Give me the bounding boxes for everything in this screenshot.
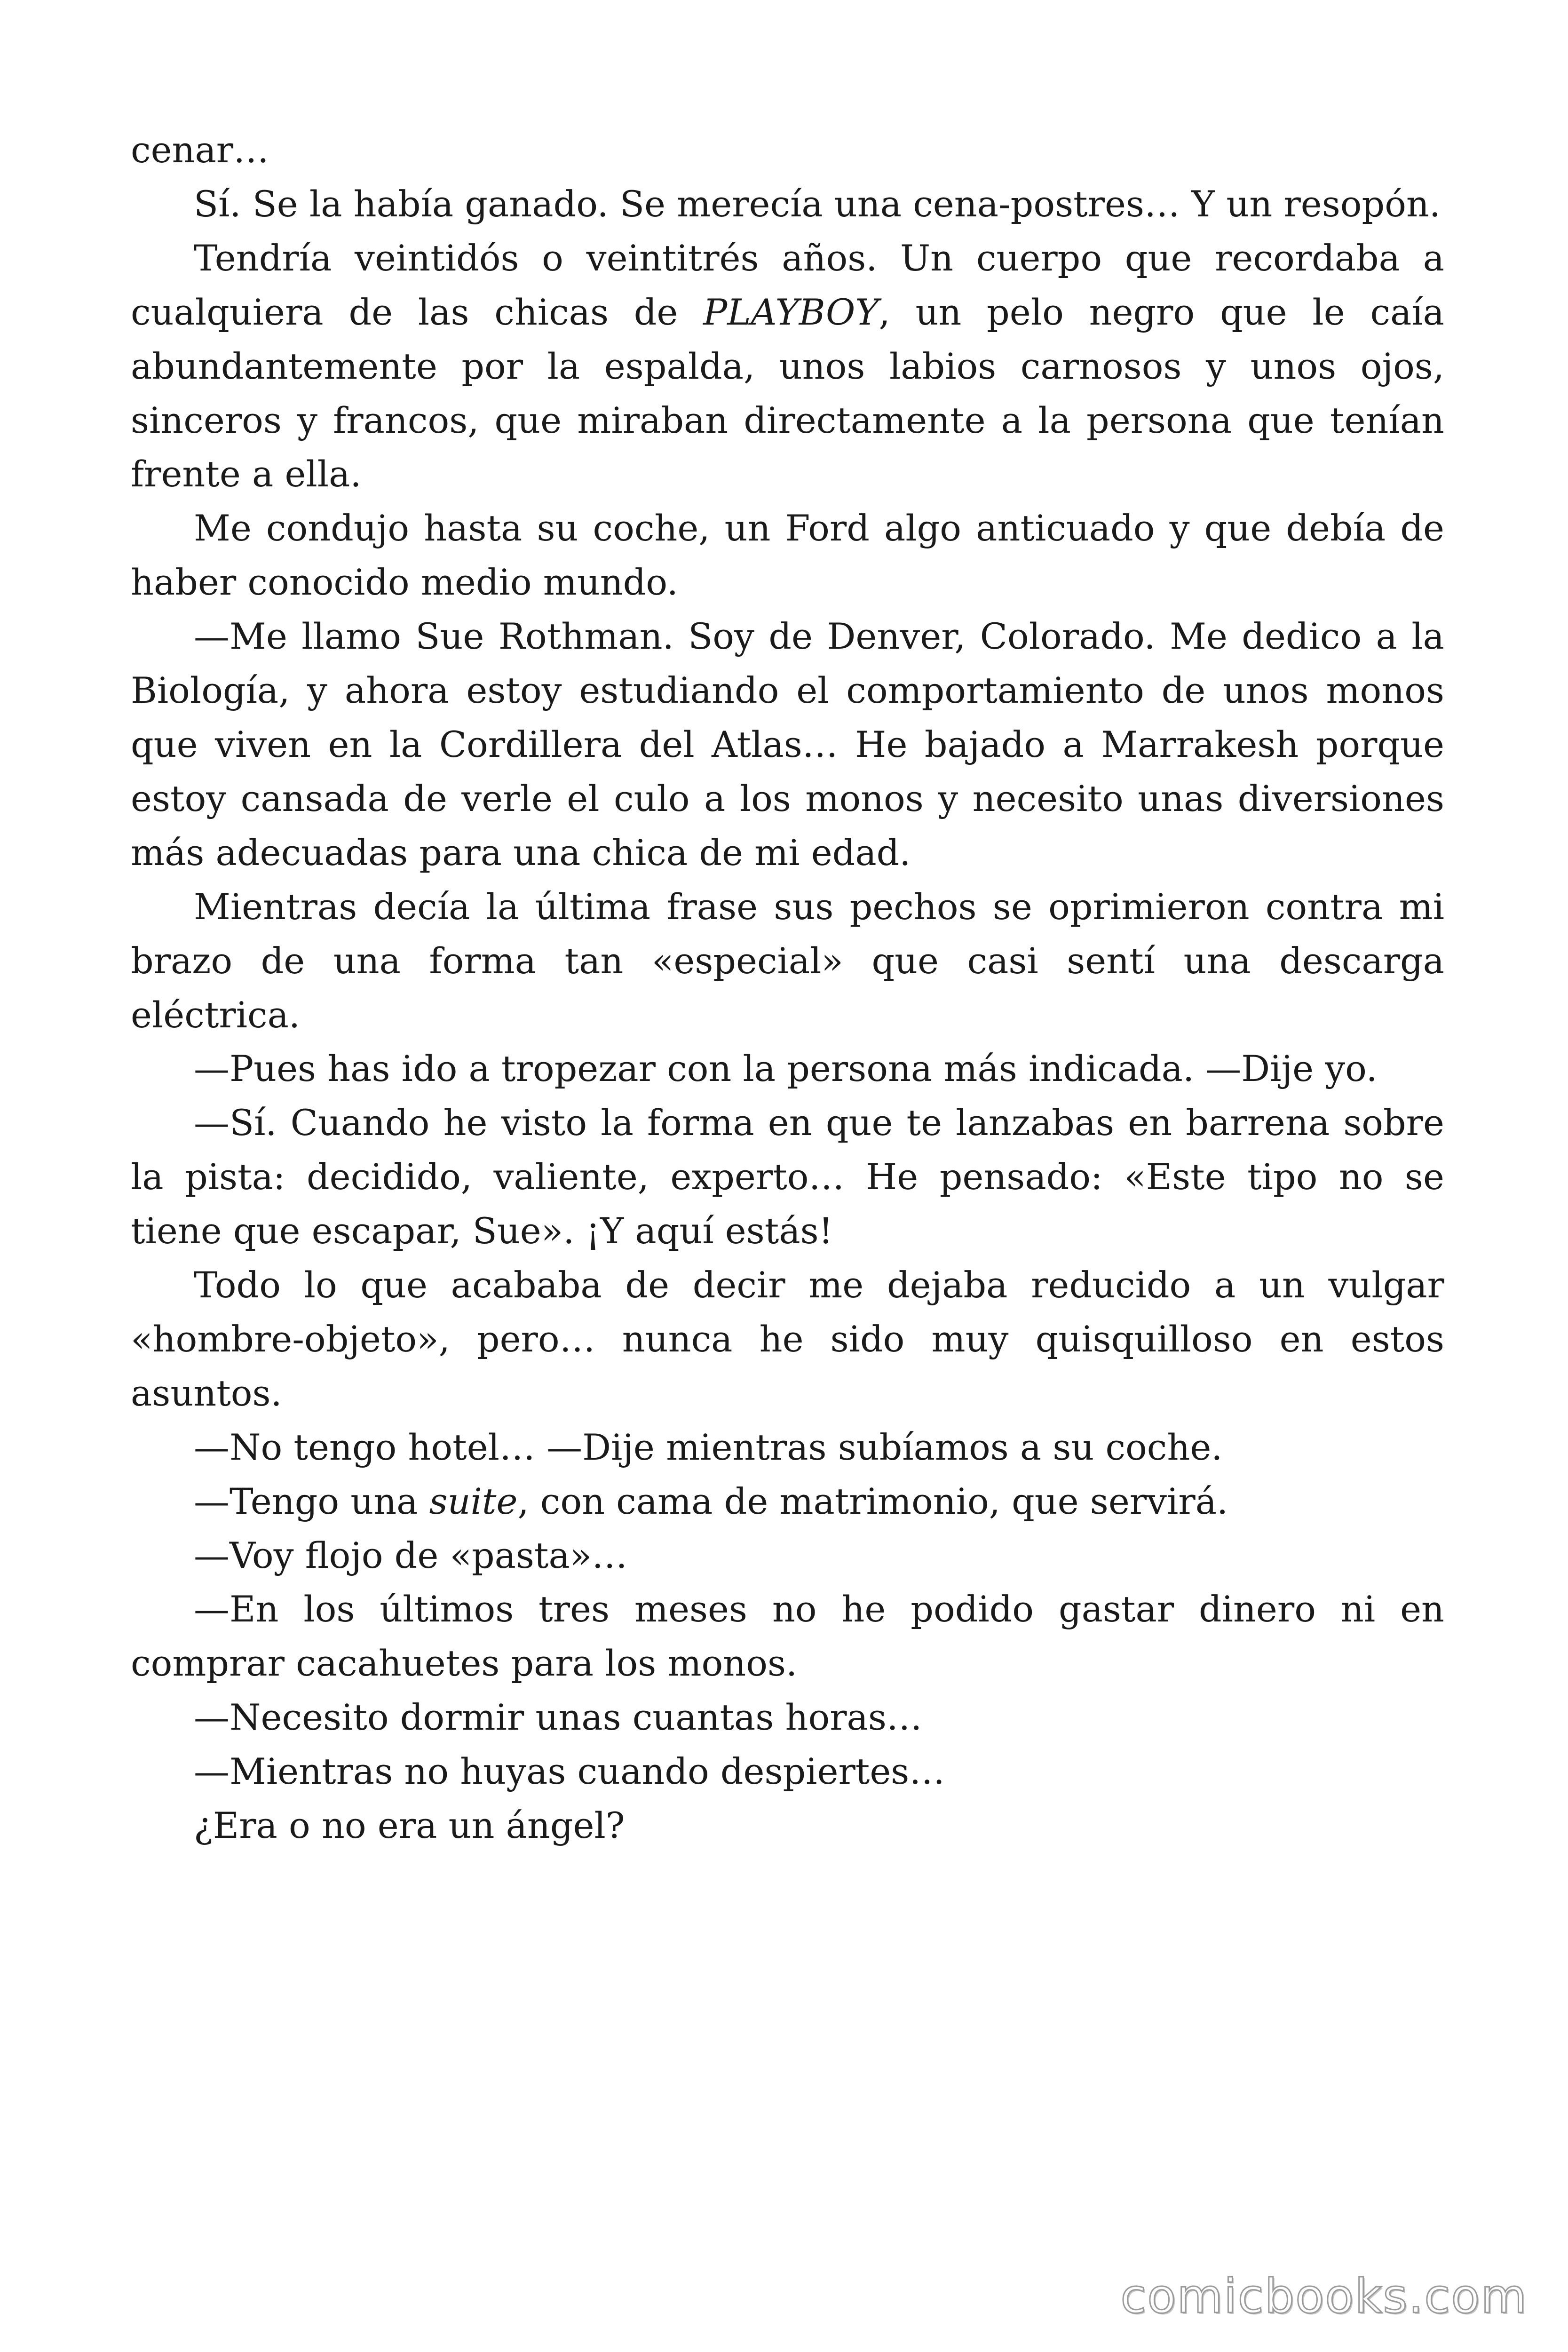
- paragraph: —Mientras no huyas cuando despiertes…: [194, 1750, 945, 1793]
- paragraph: —Voy flojo de «pasta»…: [194, 1534, 628, 1576]
- italic-word: suite: [429, 1480, 518, 1522]
- paragraph: —Necesito dormir unas cuantas horas…: [194, 1696, 922, 1739]
- paragraph: ¿Era o no era un ángel?: [194, 1804, 625, 1847]
- watermark: comicbooks.com: [1120, 2269, 1528, 2324]
- paragraph-text: , con cama de matrimonio, que servirá.: [517, 1480, 1228, 1522]
- paragraph: Todo lo que acababa de decir me dejaba reducido a un vulgar «hombre-objeto», pero… nunca he sido muy quisquilloso en estos asuntos.: [131, 1264, 1444, 1414]
- paragraph: —Sí. Cuando he visto la forma en que te lanzabas en barrena sobre la pista: decidido, valiente, experto… He pensado: «Este tipo no se tiene que escapar, Sue». ¡Y aquí estás!: [131, 1102, 1444, 1252]
- paragraph: [131, 231, 1444, 502]
- paragraph-text: Tendría veintidós o veintitrés años. Un cuerpo que recordaba a cualquiera de las chicas de: [131, 237, 1444, 333]
- paragraph: Sí. Se la había ganado. Se merecía una cena-postres… Y un resopón.: [194, 183, 1441, 225]
- magazine-title: PLAYBOY: [703, 291, 879, 333]
- paragraph: —En los últimos tres meses no he podido gastar dinero ni en comprar cacahuetes para los monos.: [131, 1588, 1444, 1685]
- paragraph: Mientras decía la última frase sus pechos se oprimieron contra mi brazo de una forma tan «especial» que casi sentí una descarga eléctrica.: [131, 885, 1444, 1036]
- paragraph: —No tengo hotel… —Dije mientras subíamos a su coche.: [194, 1426, 1223, 1468]
- paragraph: [131, 1475, 1444, 1529]
- paragraph-text: —Tengo una: [194, 1480, 429, 1522]
- paragraph: —Me llamo Sue Rothman. Soy de Denver, Colorado. Me dedico a la Biología, y ahora estoy estudiando el comportamiento de unos monos que viven en la Cordillera del Atlas… He bajado a Marrakesh porque estoy cansada de verle el culo a los monos y necesito unas diversiones más adecuadas para una chica de mi edad.: [131, 615, 1444, 874]
- body-text: [131, 123, 1444, 1853]
- paragraph: Me condujo hasta su coche, un Ford algo anticuado y que debía de haber conocido medio mundo.: [131, 507, 1444, 604]
- paragraph: cenar…: [131, 129, 269, 171]
- paragraph: —Pues has ido a tropezar con la persona más indicada. —Dije yo.: [194, 1048, 1378, 1090]
- paragraph-text: , un pelo negro que le caía abundantemente por la espalda, unos labios carnosos y unos ojos, sinceros y francos, que miraban directamente a la persona que tenían frente a ella.: [131, 291, 1444, 495]
